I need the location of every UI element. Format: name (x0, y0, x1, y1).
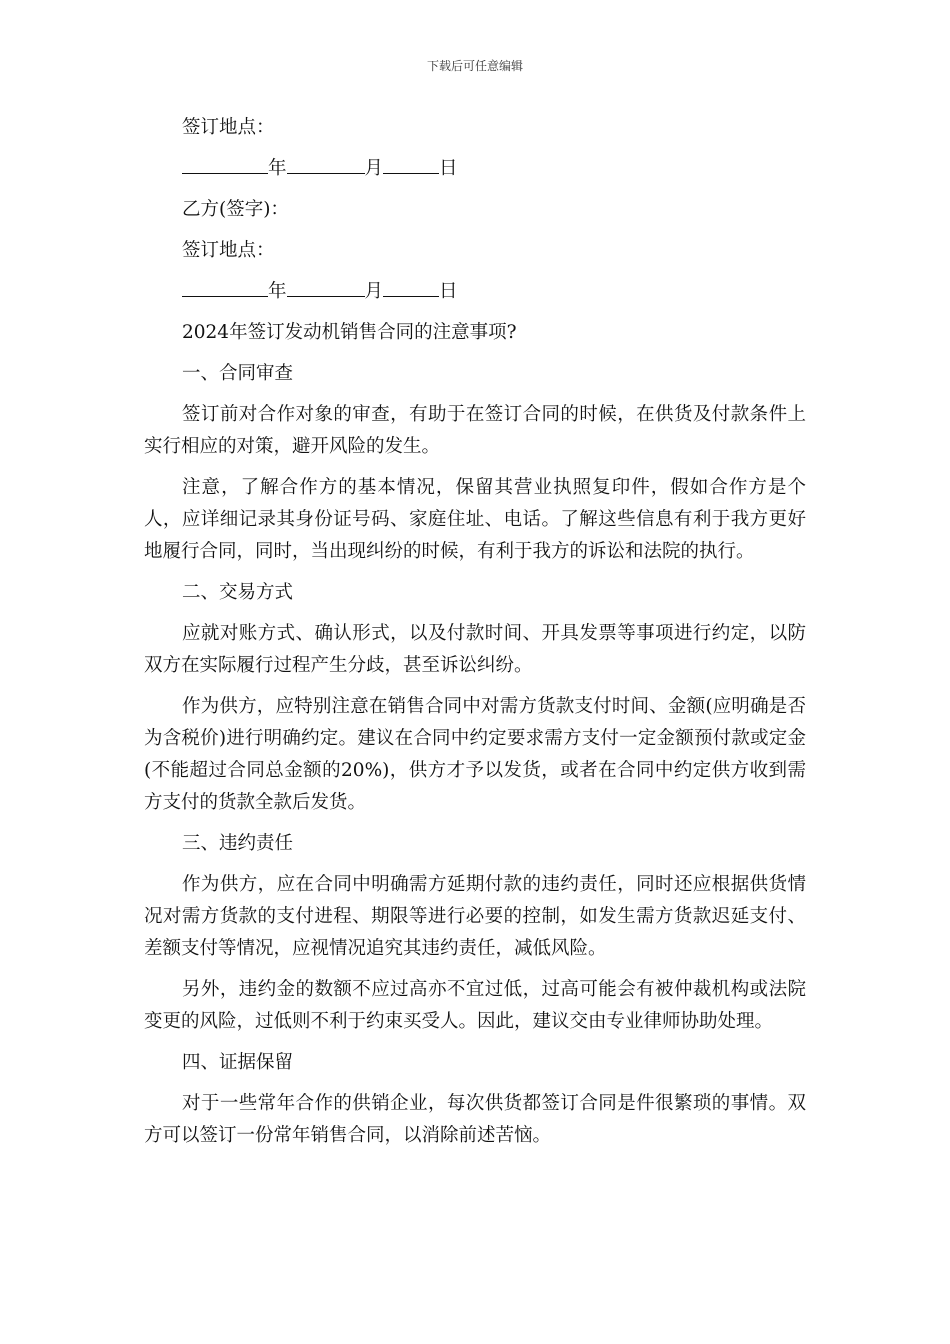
day-label: 日 (439, 158, 458, 179)
day-blank (383, 276, 439, 297)
section-heading: 一、合同审查 (182, 363, 294, 384)
signing-date-line-1 (144, 153, 806, 185)
paragraph: 应就对账方式、确认形式，以及付款时间、开具发票等事项进行约定，以防双方在实际履行过程产生分歧，甚至诉讼纠纷。 (144, 623, 806, 676)
section-heading: 三、违约责任 (182, 833, 294, 854)
document-body (144, 112, 806, 1161)
month-blank (287, 276, 365, 297)
paragraph: 签订前对合作对象的审查，有助于在签订合同的时候，在供货及付款条件上实行相应的对策，避开风险的发生。 (144, 404, 806, 457)
signing-place-label-1: 签订地点： (182, 117, 275, 138)
paragraph: 注意，了解合作方的基本情况，保留其营业执照复印件，假如合作方是个人，应详细记录其身份证号码、家庭住址、电话。了解这些信息有利于我方更好地履行合同，同时，当出现纠纷的时候，有利于我方的诉讼和法院的执行。 (144, 477, 806, 562)
paragraph: 对于一些常年合作的供销企业，每次供货都签订合同是件很繁琐的事情。双方可以签订一份常年销售合同，以消除前述苦恼。 (144, 1093, 806, 1146)
paragraph: 另外，违约金的数额不应过高亦不宜过低，过高可能会有被仲裁机构或法院变更的风险，过低则不利于约束买受人。因此，建议交由专业律师协助处理。 (144, 979, 806, 1032)
year-label: 年 (268, 158, 287, 179)
year-label: 年 (268, 281, 287, 302)
party-b-signature-label: 乙方(签字)： (182, 199, 289, 220)
signing-date-line-2 (144, 276, 806, 308)
section-heading: 二、交易方式 (182, 582, 294, 603)
year-blank (182, 276, 268, 297)
paragraph: 作为供方，应在合同中明确需方延期付款的违约责任，同时还应根据供货情况对需方货款的支付进程、期限等进行必要的控制，如发生需方货款迟延支付、差额支付等情况，应视情况追究其违约责任，减低风险。 (144, 874, 806, 959)
month-label: 月 (364, 158, 384, 179)
month-blank (287, 153, 365, 174)
document-title: 2024年签订发动机销售合同的注意事项? (182, 322, 517, 343)
month-label: 月 (364, 281, 384, 302)
day-label: 日 (439, 281, 458, 302)
paragraph: 作为供方，应特别注意在销售合同中对需方货款支付时间、金额(应明确是否为含税价)进行明确约定。建议在合同中约定要求需方支付一定金额预付款或定金(不能超过合同总金额的20%)，供方才予以发货，或者在合同中约定供方收到需方支付的货款全款后发货。 (144, 696, 806, 813)
day-blank (383, 153, 439, 174)
signing-place-label-2: 签订地点： (182, 240, 275, 261)
section-heading: 四、证据保留 (182, 1052, 294, 1073)
page-header-note: 下载后可任意编辑 (426, 59, 523, 73)
year-blank (182, 153, 268, 174)
